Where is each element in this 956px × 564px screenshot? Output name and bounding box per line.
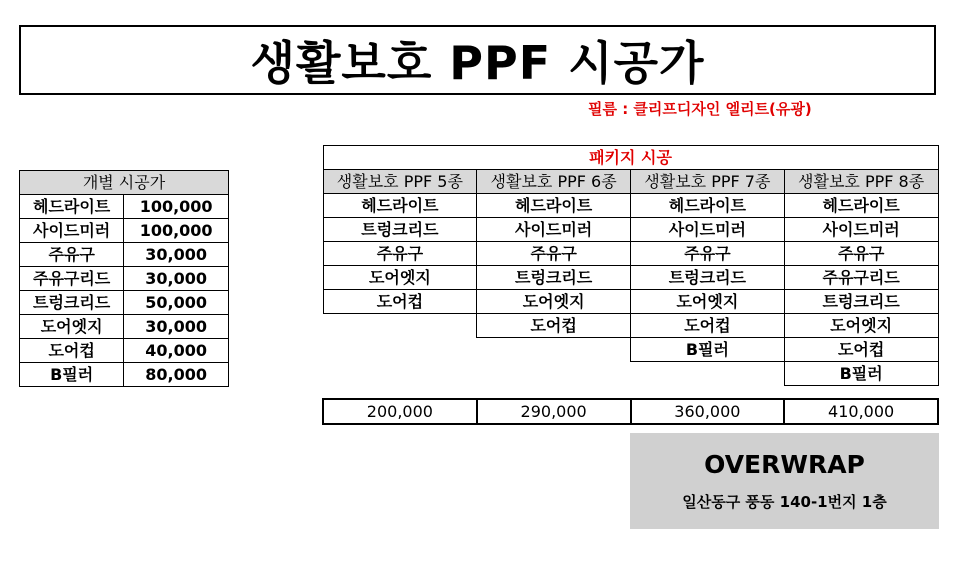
package-row <box>323 314 938 338</box>
individual-row <box>20 195 229 219</box>
individual-item-name: 트렁크리드 <box>20 291 124 315</box>
package-item: 도어엣지 <box>784 314 938 338</box>
package-item: 헤드라이트 <box>631 194 785 218</box>
package-item: B필러 <box>784 362 938 386</box>
package-row <box>323 266 938 290</box>
package-total-price: 360,000 <box>631 399 785 424</box>
package-item: 트렁크리드 <box>323 218 477 242</box>
package-caption-row <box>323 146 938 170</box>
package-item: 주유구 <box>631 242 785 266</box>
individual-item-name: B필러 <box>20 363 124 387</box>
package-item: 사이드미러 <box>477 218 631 242</box>
individual-item-price: 30,000 <box>124 243 229 267</box>
package-empty-cell <box>323 314 477 338</box>
individual-item-name: 헤드라이트 <box>20 195 124 219</box>
package-item: 사이드미러 <box>631 218 785 242</box>
package-item: 헤드라이트 <box>477 194 631 218</box>
package-empty-cell <box>631 362 785 386</box>
shop-name: OVERWRAP <box>704 450 865 479</box>
package-gap-cell <box>631 386 785 400</box>
package-gap-cell <box>323 386 477 400</box>
individual-item-price: 100,000 <box>124 219 229 243</box>
individual-row <box>20 219 229 243</box>
package-empty-cell <box>323 338 477 362</box>
package-gap-cell <box>784 386 938 400</box>
package-item: 도어엣지 <box>323 266 477 290</box>
package-total-price: 200,000 <box>323 399 477 424</box>
package-empty-cell <box>323 362 477 386</box>
package-column-header: 생활보호 PPF 5종 <box>323 170 477 194</box>
package-header: 패키지 시공 <box>323 146 938 170</box>
package-empty-cell <box>477 338 631 362</box>
package-gap-row <box>323 386 938 400</box>
package-row <box>323 338 938 362</box>
individual-row <box>20 363 229 387</box>
individual-header-row <box>20 171 229 195</box>
package-item: 주유구리드 <box>784 266 938 290</box>
package-item: 헤드라이트 <box>784 194 938 218</box>
package-row <box>323 362 938 386</box>
package-item: 도어엣지 <box>477 290 631 314</box>
shop-box <box>630 433 939 529</box>
individual-item-price: 30,000 <box>124 267 229 291</box>
individual-row <box>20 267 229 291</box>
package-column-header: 생활보호 PPF 6종 <box>477 170 631 194</box>
package-item: 주유구 <box>477 242 631 266</box>
film-note: 필름 : 클리프디자인 엘리트(유광) <box>588 100 812 118</box>
individual-item-price: 50,000 <box>124 291 229 315</box>
individual-item-name: 도어컵 <box>20 339 124 363</box>
package-item: B필러 <box>631 338 785 362</box>
individual-item-name: 주유구리드 <box>20 267 124 291</box>
package-total-row <box>323 399 938 424</box>
individual-item-name: 주유구 <box>20 243 124 267</box>
package-item: 트렁크리드 <box>784 290 938 314</box>
individual-row <box>20 243 229 267</box>
package-column-header: 생활보호 PPF 8종 <box>784 170 938 194</box>
individual-header: 개별 시공가 <box>20 171 229 195</box>
individual-row <box>20 315 229 339</box>
package-gap-cell <box>477 386 631 400</box>
package-row <box>323 290 938 314</box>
package-item: 도어컵 <box>631 314 785 338</box>
individual-row <box>20 339 229 363</box>
package-item: 도어컵 <box>784 338 938 362</box>
package-empty-cell <box>477 362 631 386</box>
package-row <box>323 194 938 218</box>
individual-item-name: 사이드미러 <box>20 219 124 243</box>
package-row <box>323 242 938 266</box>
package-column-header: 생활보호 PPF 7종 <box>631 170 785 194</box>
package-item: 주유구 <box>784 242 938 266</box>
package-item: 사이드미러 <box>784 218 938 242</box>
individual-item-price: 80,000 <box>124 363 229 387</box>
package-row <box>323 218 938 242</box>
package-item: 도어컵 <box>477 314 631 338</box>
package-total-price: 410,000 <box>784 399 938 424</box>
package-item: 트렁크리드 <box>631 266 785 290</box>
shop-address: 일산동구 풍동 140-1번지 1층 <box>682 493 887 511</box>
package-item: 주유구 <box>323 242 477 266</box>
package-column-header-row <box>323 170 938 194</box>
package-item: 도어컵 <box>323 290 477 314</box>
individual-item-price: 40,000 <box>124 339 229 363</box>
individual-item-price: 30,000 <box>124 315 229 339</box>
package-total-price: 290,000 <box>477 399 631 424</box>
page-title: 생활보호 PPF 시공가 <box>250 36 705 90</box>
individual-item-price: 100,000 <box>124 195 229 219</box>
individual-item-name: 도어엣지 <box>20 315 124 339</box>
individual-price-table <box>19 170 229 387</box>
individual-row <box>20 291 229 315</box>
package-item: 도어엣지 <box>631 290 785 314</box>
title-box <box>19 25 936 95</box>
package-price-table <box>322 145 939 425</box>
package-item: 트렁크리드 <box>477 266 631 290</box>
package-item: 헤드라이트 <box>323 194 477 218</box>
